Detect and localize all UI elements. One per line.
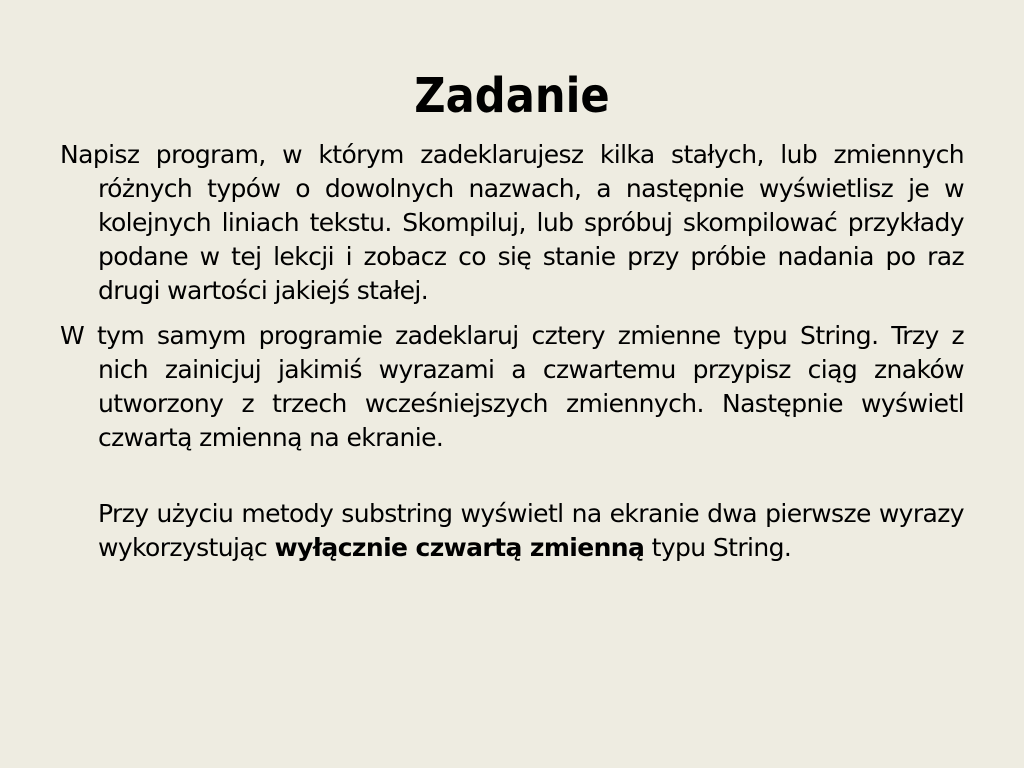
task-paragraph-3 bbox=[60, 497, 964, 565]
task-paragraph-2: W tym samym programie zadeklaruj cztery zmienne typu String. Trzy z nich zainicjuj jakimiś wyrazami a czwartemu przypisz ciąg znaków utworzony z trzech wcześniejszych zmiennych. Następnie wyświetl czwartą zmienną na ekranie. bbox=[60, 321, 964, 452]
paragraph-3-emphasis: wyłącznie czwartą zmienną bbox=[274, 533, 645, 562]
task-paragraph-1: Napisz program, w którym zadeklarujesz kilka stałych, lub zmiennych różnych typów o dowolnych nazwach, a następnie wyświetlisz je w kolejnych liniach tekstu. Skompiluj, lub spróbuj skompilować przykłady podane w tej lekcji i zobacz co się stanie przy próbie nadania po raz drugi wartości jakiejś stałej. bbox=[60, 140, 964, 305]
slide-body bbox=[60, 138, 964, 565]
paragraph-3-text-start: Przy użyciu metody substring wyświetl na ekranie dwa pierwsze wyrazy wykorzystując bbox=[98, 499, 964, 562]
paragraph-3-text-end: typu String. bbox=[644, 533, 792, 562]
slide-title: Zadanie bbox=[414, 68, 610, 124]
